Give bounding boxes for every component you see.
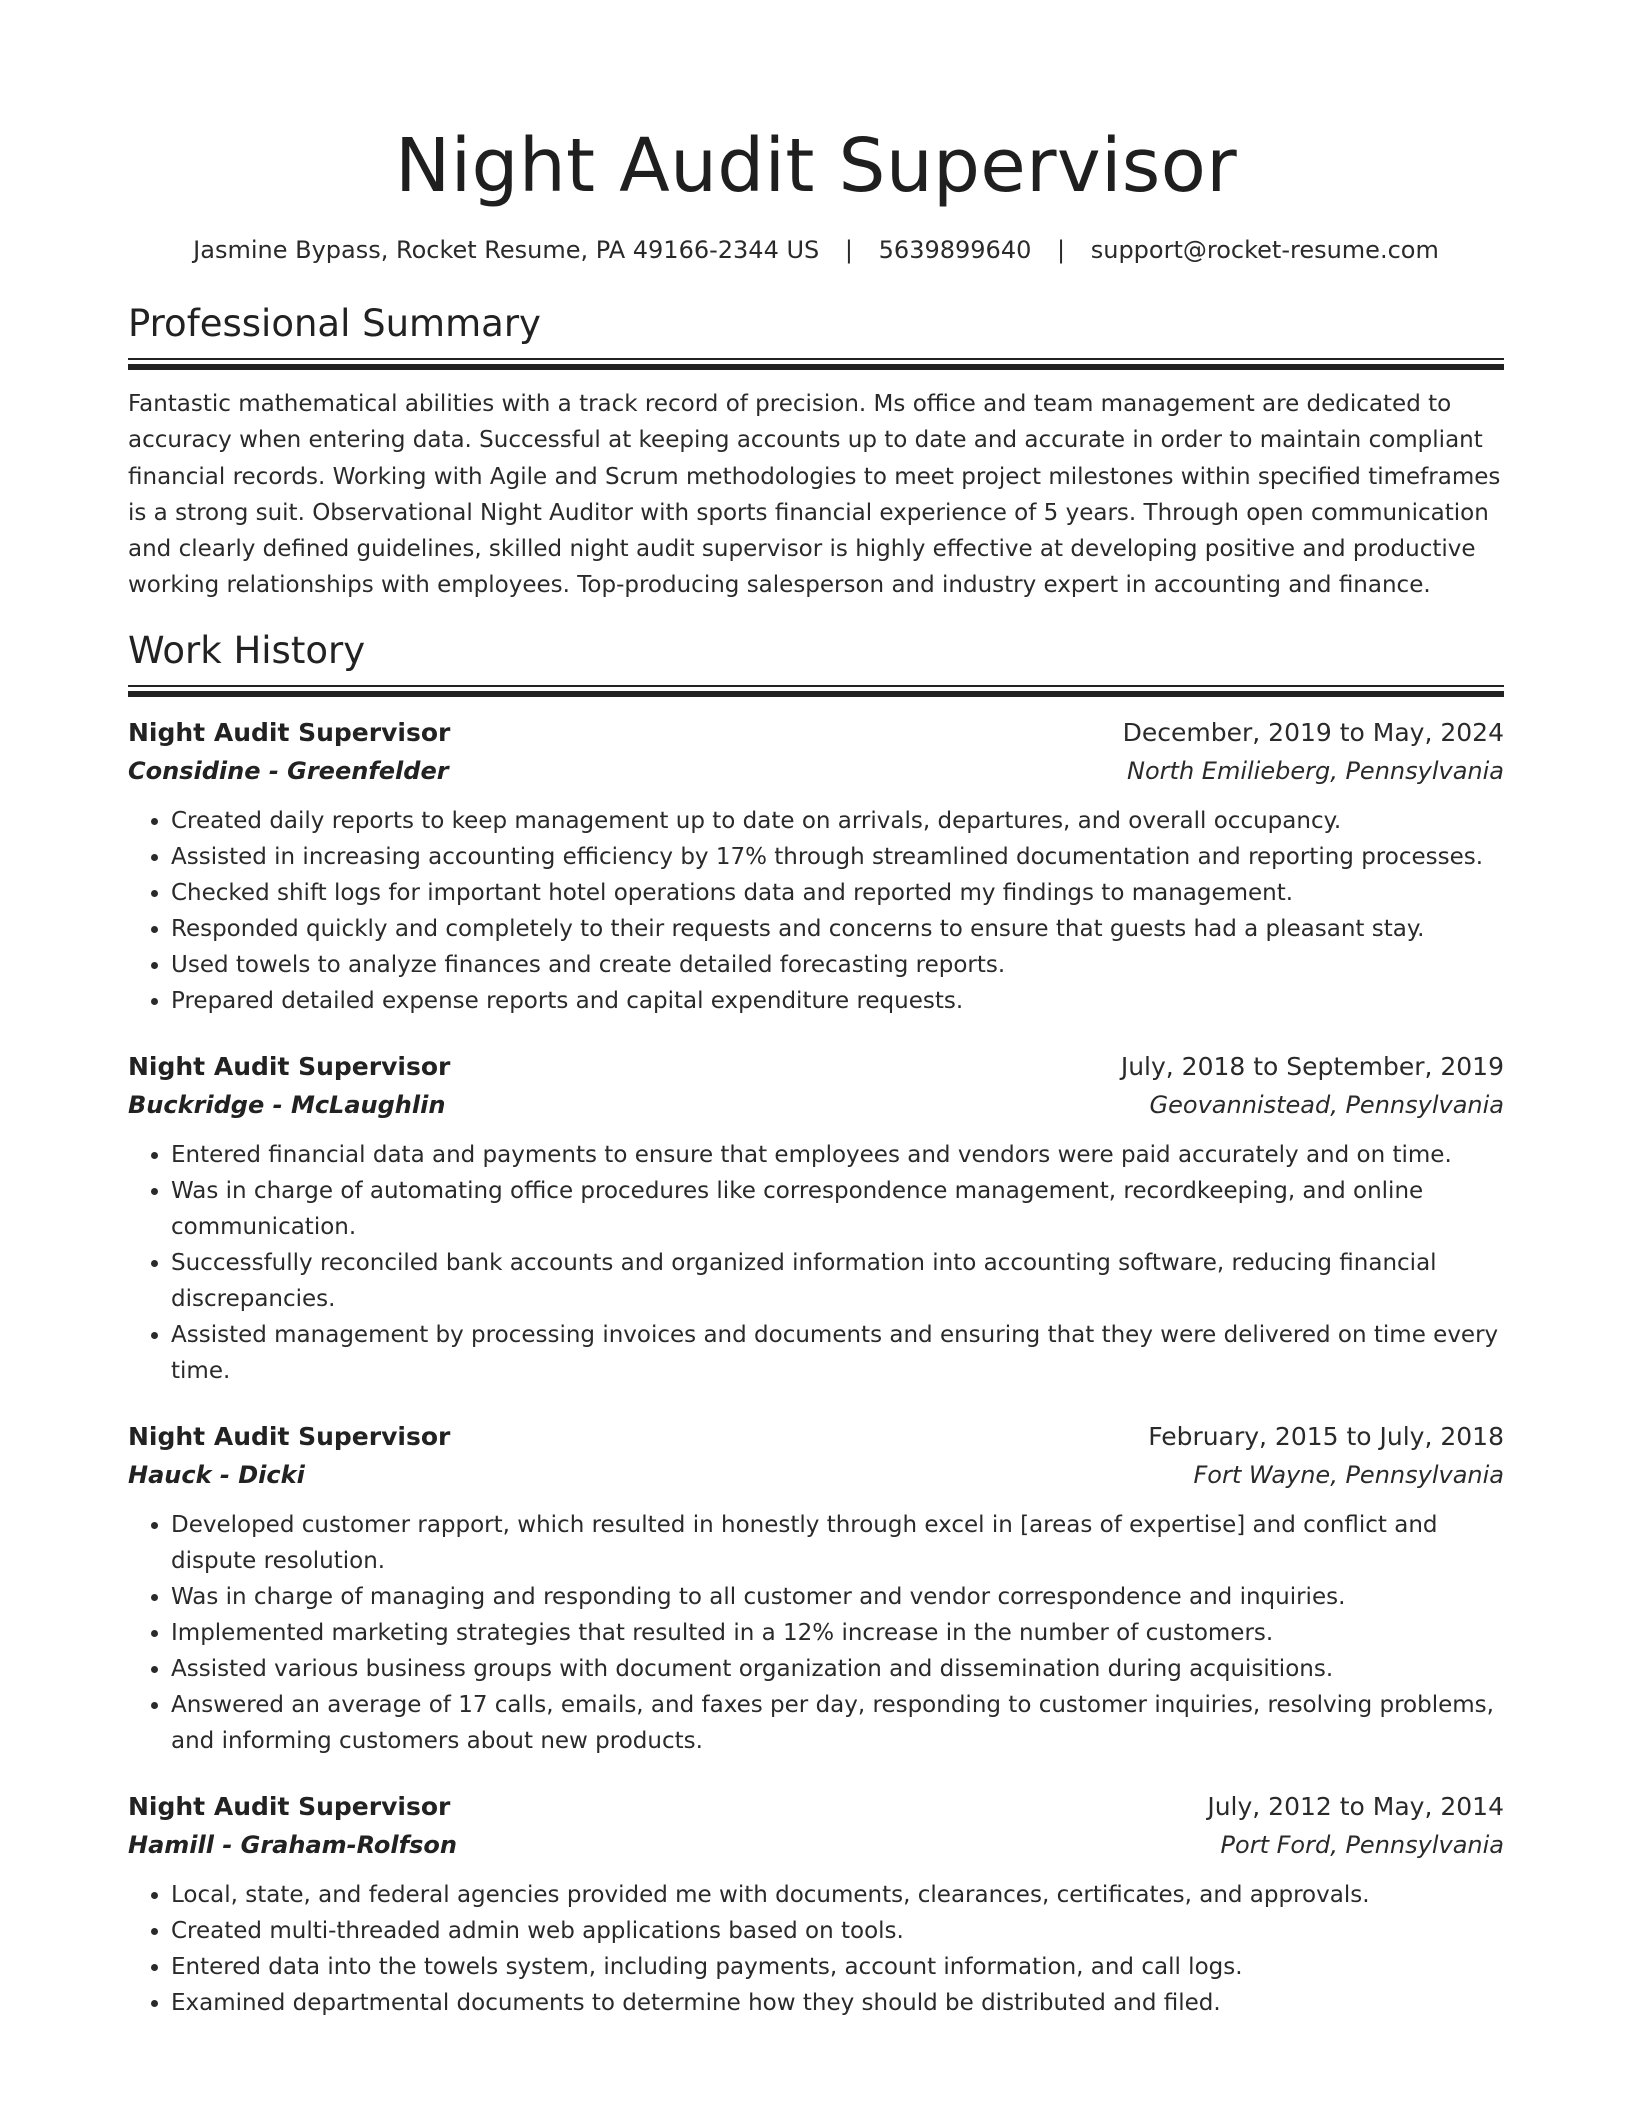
resume-title: Night Audit Supervisor: [395, 123, 1237, 209]
professional-summary-section: [128, 300, 1504, 604]
job-header-row: [128, 1419, 1504, 1455]
job-bullet: • Was in charge of automating office procedures like correspondence management, recordkeeping, and online communication.: [171, 1173, 1504, 1245]
job-bullet-list: [128, 1877, 1504, 2021]
job-bullet: • Entered financial data and payments to ensure that employees and vendors were paid accurately and on time.: [171, 1137, 1504, 1173]
job-employer-row: [128, 1085, 1504, 1125]
job-header-row: [128, 1789, 1504, 1825]
contact-line: [128, 232, 1504, 268]
job-bullet: • Responded quickly and completely to their requests and concerns to ensure that guests had a pleasant stay.: [171, 911, 1504, 947]
job-title: Night Audit Supervisor: [128, 1791, 451, 1821]
contact-separator: |: [844, 236, 854, 264]
job-bullet: • Assisted management by processing invoices and documents and ensuring that they were delivered on time every time.: [171, 1317, 1504, 1389]
work-history-section: [128, 627, 1504, 2021]
job-company: Buckridge - McLaughlin: [128, 1090, 446, 1119]
job-location: Port Ford, Pennsylvania: [1220, 1830, 1504, 1859]
job-title: Night Audit Supervisor: [128, 1051, 451, 1081]
job-employer-row: [128, 751, 1504, 791]
job-bullet: • Created multi-threaded admin web applications based on tools.: [171, 1913, 1504, 1949]
job-bullet: • Checked shift logs for important hotel operations data and reported my findings to management.: [171, 875, 1504, 911]
contact-phone: 5639899640: [878, 236, 1032, 264]
job-bullet: • Prepared detailed expense reports and capital expenditure requests.: [171, 983, 1504, 1019]
job-header-row: [128, 715, 1504, 751]
job-location: Geovannistead, Pennsylvania: [1149, 1090, 1504, 1119]
job-bullet: • Implemented marketing strategies that resulted in a 12% increase in the number of customers.: [171, 1615, 1504, 1651]
section-divider: [128, 685, 1504, 697]
job-bullet: • Examined departmental documents to determine how they should be distributed and filed.: [171, 1985, 1504, 2021]
job-bullet-list: [128, 1137, 1504, 1389]
job-location: Fort Wayne, Pennsylvania: [1193, 1460, 1504, 1489]
job-company: Hauck - Dicki: [128, 1460, 305, 1489]
job-bullet: • Local, state, and federal agencies provided me with documents, clearances, certificates, and approvals.: [171, 1877, 1504, 1913]
job-bullet: • Assisted various business groups with document organization and dissemination during acquisitions.: [171, 1651, 1504, 1687]
job-bullet: • Developed customer rapport, which resulted in honestly through excel in [areas of expertise] and conflict and dispute resolution.: [171, 1507, 1504, 1579]
job-employer-row: [128, 1825, 1504, 1865]
job-company: Hamill - Graham-Rolfson: [128, 1830, 457, 1859]
contact-email[interactable]: support@rocket-resume.com: [1090, 236, 1439, 264]
job-title: Night Audit Supervisor: [128, 1421, 451, 1451]
job-entry: [128, 1049, 1504, 1389]
job-bullet: • Successfully reconciled bank accounts and organized information into accounting software, reducing financial discrepancies.: [171, 1245, 1504, 1317]
job-bullet: • Answered an average of 17 calls, emails, and faxes per day, responding to customer inquiries, resolving problems, and informing customers about new products.: [171, 1687, 1504, 1759]
job-dates: July, 2012 to May, 2014: [1207, 1791, 1504, 1821]
job-entry: [128, 715, 1504, 1019]
job-bullet: • Created daily reports to keep management up to date on arrivals, departures, and overall occupancy.: [171, 803, 1504, 839]
job-title: Night Audit Supervisor: [128, 717, 451, 747]
section-divider: [128, 358, 1504, 370]
section-heading-summary: Professional Summary: [128, 302, 541, 345]
job-entry: [128, 1419, 1504, 1759]
summary-text: Fantastic mathematical abilities with a track record of precision. Ms office and team management are dedicated to accuracy when entering data. Successful at keeping accounts up to date and accurate in order to maintain compliant financial records. Working with Agile and Scrum methodologies to meet project milestones within specified timeframes is a strong suit. Observational Night Auditor with sports financial experience of 5 years. Through open communication and clearly defined guidelines, skilled night audit supervisor is highly effective at developing positive and productive working relationships with employees. Top-producing salesperson and industry expert in accounting and finance.: [128, 391, 1501, 599]
job-header-row: [128, 1049, 1504, 1085]
section-heading-work: Work History: [128, 628, 366, 672]
job-bullet-list: [128, 1507, 1504, 1759]
contact-separator: |: [1057, 236, 1066, 264]
job-bullet: • Entered data into the towels system, including payments, account information, and call logs.: [171, 1949, 1504, 1985]
job-bullet: • Used towels to analyze finances and create detailed forecasting reports.: [171, 947, 1504, 983]
job-bullet-list: [128, 803, 1504, 1019]
job-dates: February, 2015 to July, 2018: [1148, 1421, 1504, 1451]
job-company: Considine - Greenfelder: [128, 756, 449, 785]
job-entry: [128, 1789, 1504, 2021]
job-employer-row: [128, 1455, 1504, 1495]
job-dates: July, 2018 to September, 2019: [1120, 1051, 1504, 1081]
job-bullet: • Was in charge of managing and responding to all customer and vendor correspondence and inquiries.: [171, 1579, 1504, 1615]
job-dates: December, 2019 to May, 2024: [1122, 717, 1504, 747]
job-location: North Emilieberg, Pennsylvania: [1127, 756, 1504, 785]
job-bullet: • Assisted in increasing accounting efficiency by 17% through streamlined documentation and reporting processes.: [171, 839, 1504, 875]
contact-address: Jasmine Bypass, Rocket Resume, PA 49166-2344 US: [193, 236, 820, 264]
